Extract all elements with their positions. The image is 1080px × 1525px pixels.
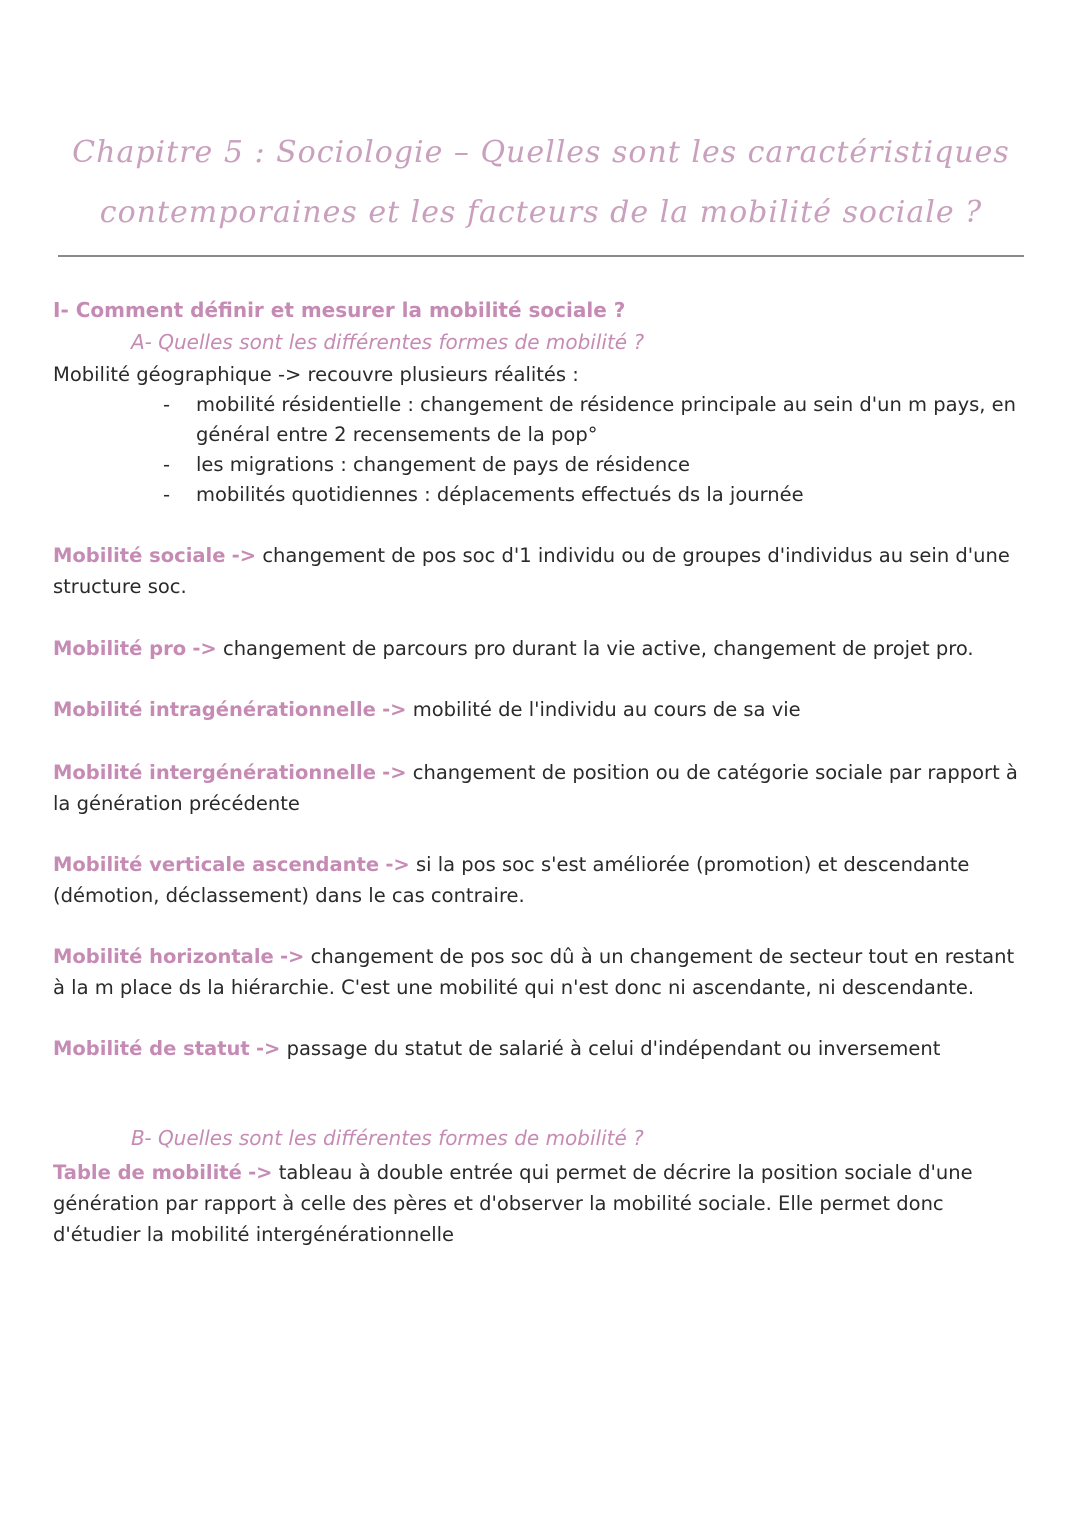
bullet-item [163, 480, 1023, 510]
definition-verticale [53, 849, 1028, 911]
chapter-title-line-1: Chapitre 5 : Sociologie – Quelles sont les caractéristiques [72, 135, 1010, 170]
definition-arrow: -> [231, 544, 257, 567]
definition-term: Mobilité intergénérationnelle [53, 761, 376, 784]
definition-term: Mobilité de statut [53, 1037, 250, 1060]
definition-arrow: -> [192, 637, 217, 660]
definition-term: Mobilité verticale ascendante [53, 853, 380, 876]
definition-term: Table de mobilité [53, 1161, 242, 1184]
definition-text: mobilité de l'individu au cours de sa vie [412, 698, 801, 721]
definition-intergenerationnelle [53, 757, 1028, 819]
definition-arrow: -> [279, 945, 305, 968]
definition-arrow: -> [385, 853, 410, 876]
definition-text: passage du statut de salarié à celui d'indépendant ou inversement [286, 1037, 941, 1060]
definition-mobilite-pro [53, 633, 1028, 664]
subsection-a-heading: A- Quelles sont les différentes formes de mobilité ? [131, 330, 645, 354]
definition-intragenerationnelle [53, 694, 1028, 725]
definition-arrow: -> [255, 1037, 281, 1060]
bullet-text: mobilité résidentielle : changement de résidence principale au sein d'un m pays, en général entre 2 recensements de la pop° [196, 393, 1017, 446]
definition-text: changement de pos soc dû à un changement de secteur tout en restant à la m place ds la hiérarchie. C'est une mobilité qui n'est donc ni ascendante, ni descendante. [53, 945, 1015, 999]
definition-arrow: -> [382, 698, 407, 721]
bullet-item [163, 390, 1023, 450]
definition-statut [53, 1033, 1028, 1064]
bullet-dash: - [163, 453, 171, 476]
chapter-title-line-2: contemporaines et les facteurs de la mobilité sociale ? [99, 195, 983, 230]
definition-arrow: -> [248, 1161, 273, 1184]
definition-term: Mobilité pro [53, 637, 187, 660]
definition-text: changement de parcours pro durant la vie active, changement de projet pro. [222, 637, 974, 660]
definition-term: Mobilité horizontale [53, 945, 274, 968]
bullet-dash: - [163, 393, 171, 416]
geo-mobility-intro: Mobilité géographique -> recouvre plusieurs réalités : [53, 363, 579, 386]
title-divider [58, 255, 1024, 257]
definition-text: changement de position ou de catégorie sociale par rapport à la génération précédente [53, 761, 1018, 815]
bullet-text: mobilités quotidiennes : déplacements effectués ds la journée [196, 483, 804, 506]
definition-horizontale [53, 941, 1028, 1003]
bullet-text: les migrations : changement de pays de résidence [196, 453, 690, 476]
definition-arrow: -> [382, 761, 407, 784]
bullet-item [163, 450, 1023, 480]
definition-text: si la pos soc s'est améliorée (promotion) et descendante (démotion, déclassement) dans le cas contraire. [53, 853, 970, 907]
definition-text: changement de pos soc d'1 individu ou de groupes d'individus au sein d'une structure soc. [53, 544, 1010, 598]
section-heading: I- Comment définir et mesurer la mobilité sociale ? [53, 298, 626, 322]
definition-text: tableau à double entrée qui permet de décrire la position sociale d'une génération par rapport à celle des pères et d'observer la mobilité sociale. Elle permet donc d'étudier la mobilité intergénérationnelle [53, 1161, 973, 1246]
definition-term: Mobilité sociale [53, 544, 226, 567]
definition-term: Mobilité intragénérationnelle [53, 698, 376, 721]
subsection-b-heading: B- Quelles sont les différentes formes de mobilité ? [131, 1126, 644, 1150]
bullet-dash: - [163, 483, 171, 506]
definition-table-mobilite [53, 1157, 1028, 1250]
definition-mobilite-sociale [53, 540, 1028, 602]
